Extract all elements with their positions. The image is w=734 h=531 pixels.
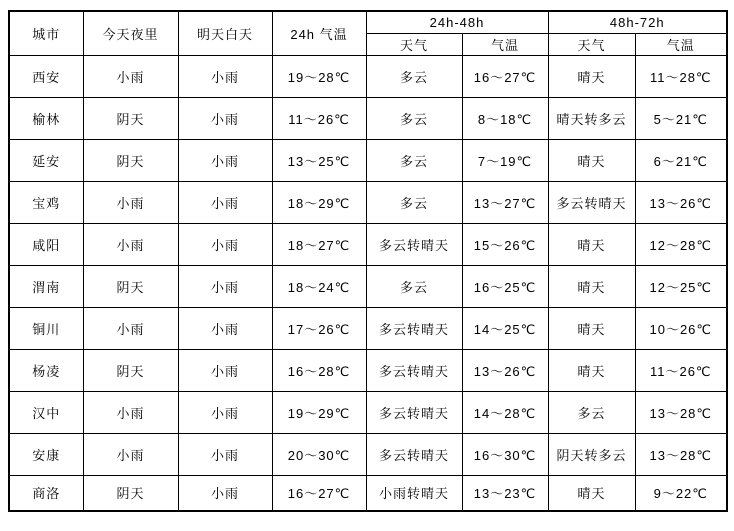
- cell-48-72-temp: 9～22℃: [635, 475, 727, 511]
- cell-48-72-temp: 11～28℃: [635, 55, 727, 97]
- cell-24-48-temp: 8～18℃: [462, 97, 548, 139]
- cell-24-48-weather: 多云: [366, 139, 462, 181]
- cell-city: 咸阳: [9, 223, 83, 265]
- table-row: [9, 55, 727, 97]
- cell-tonight-weather: 阴天: [83, 97, 178, 139]
- table-row: [9, 139, 727, 181]
- table-row: [9, 181, 727, 223]
- table-row: [9, 265, 727, 307]
- cell-24h-temp: 20～30℃: [272, 433, 366, 475]
- cell-48-72-weather: 多云: [548, 391, 635, 433]
- header-24h-temp: 24h 气温: [272, 11, 366, 55]
- cell-city: 汉中: [9, 391, 83, 433]
- cell-24-48-temp: 13～27℃: [462, 181, 548, 223]
- cell-tomorrow-weather: 小雨: [178, 265, 272, 307]
- cell-tonight-weather: 小雨: [83, 181, 178, 223]
- cell-48-72-weather: 晴天: [548, 55, 635, 97]
- cell-24-48-temp: 7～19℃: [462, 139, 548, 181]
- cell-48-72-temp: 13～26℃: [635, 181, 727, 223]
- cell-24-48-weather: 多云转晴天: [366, 307, 462, 349]
- cell-24-48-temp: 16～25℃: [462, 265, 548, 307]
- cell-48-72-weather: 多云转晴天: [548, 181, 635, 223]
- cell-24h-temp: 18～27℃: [272, 223, 366, 265]
- cell-24-48-weather: 多云转晴天: [366, 433, 462, 475]
- cell-24h-temp: 11～26℃: [272, 97, 366, 139]
- cell-tonight-weather: 阴天: [83, 475, 178, 511]
- cell-city: 榆林: [9, 97, 83, 139]
- cell-48-72-temp: 11～26℃: [635, 349, 727, 391]
- cell-tomorrow-weather: 小雨: [178, 307, 272, 349]
- cell-tonight-weather: 阴天: [83, 265, 178, 307]
- weather-forecast-table: [8, 10, 728, 512]
- cell-24-48-weather: 多云: [366, 55, 462, 97]
- table-row: [9, 349, 727, 391]
- cell-24-48-temp: 13～23℃: [462, 475, 548, 511]
- cell-tonight-weather: 小雨: [83, 391, 178, 433]
- cell-tonight-weather: 小雨: [83, 433, 178, 475]
- cell-48-72-temp: 6～21℃: [635, 139, 727, 181]
- table-row: [9, 433, 727, 475]
- cell-24-48-weather: 多云转晴天: [366, 391, 462, 433]
- header-city: 城市: [9, 11, 83, 55]
- cell-48-72-weather: 晴天转多云: [548, 97, 635, 139]
- cell-tomorrow-weather: 小雨: [178, 349, 272, 391]
- cell-city: 宝鸡: [9, 181, 83, 223]
- cell-city: 商洛: [9, 475, 83, 511]
- cell-48-72-weather: 晴天: [548, 475, 635, 511]
- cell-24h-temp: 19～29℃: [272, 391, 366, 433]
- cell-48-72-temp: 5～21℃: [635, 97, 727, 139]
- header-sub-temp-24-48: 气温: [462, 33, 548, 55]
- cell-tomorrow-weather: 小雨: [178, 433, 272, 475]
- header-tonight: 今天夜里: [83, 11, 178, 55]
- cell-24-48-weather: 多云: [366, 265, 462, 307]
- cell-tomorrow-weather: 小雨: [178, 223, 272, 265]
- table-row: [9, 307, 727, 349]
- header-sub-temp-48-72: 气温: [635, 33, 727, 55]
- cell-city: 铜川: [9, 307, 83, 349]
- table-header: [9, 11, 727, 55]
- table-row: [9, 475, 727, 511]
- table-body: [9, 55, 727, 511]
- header-tomorrow-day: 明天白天: [178, 11, 272, 55]
- cell-city: 杨凌: [9, 349, 83, 391]
- cell-24-48-temp: 15～26℃: [462, 223, 548, 265]
- cell-24-48-temp: 14～28℃: [462, 391, 548, 433]
- cell-city: 西安: [9, 55, 83, 97]
- cell-city: 延安: [9, 139, 83, 181]
- header-row-groups: [9, 11, 727, 33]
- cell-24h-temp: 16～27℃: [272, 475, 366, 511]
- cell-48-72-temp: 12～25℃: [635, 265, 727, 307]
- cell-tonight-weather: 小雨: [83, 223, 178, 265]
- header-group-48-72: 48h-72h: [548, 11, 727, 33]
- cell-24h-temp: 17～26℃: [272, 307, 366, 349]
- table-row: [9, 97, 727, 139]
- cell-24h-temp: 18～29℃: [272, 181, 366, 223]
- header-sub-weather-48-72: 天气: [548, 33, 635, 55]
- cell-tomorrow-weather: 小雨: [178, 391, 272, 433]
- cell-24h-temp: 13～25℃: [272, 139, 366, 181]
- cell-tomorrow-weather: 小雨: [178, 475, 272, 511]
- cell-tonight-weather: 阴天: [83, 349, 178, 391]
- cell-tonight-weather: 小雨: [83, 55, 178, 97]
- cell-city: 渭南: [9, 265, 83, 307]
- cell-48-72-weather: 晴天: [548, 139, 635, 181]
- header-sub-weather-24-48: 天气: [366, 33, 462, 55]
- cell-tomorrow-weather: 小雨: [178, 139, 272, 181]
- header-group-24-48: 24h-48h: [366, 11, 548, 33]
- cell-24-48-weather: 多云转晴天: [366, 223, 462, 265]
- cell-24-48-temp: 16～30℃: [462, 433, 548, 475]
- cell-24-48-temp: 14～25℃: [462, 307, 548, 349]
- cell-24h-temp: 19～28℃: [272, 55, 366, 97]
- cell-48-72-temp: 13～28℃: [635, 391, 727, 433]
- cell-48-72-temp: 10～26℃: [635, 307, 727, 349]
- cell-tomorrow-weather: 小雨: [178, 55, 272, 97]
- cell-tonight-weather: 小雨: [83, 307, 178, 349]
- cell-24-48-weather: 小雨转晴天: [366, 475, 462, 511]
- cell-24-48-weather: 多云: [366, 181, 462, 223]
- cell-24-48-temp: 13～26℃: [462, 349, 548, 391]
- cell-48-72-weather: 晴天: [548, 223, 635, 265]
- cell-48-72-weather: 晴天: [548, 307, 635, 349]
- cell-24h-temp: 16～28℃: [272, 349, 366, 391]
- cell-tomorrow-weather: 小雨: [178, 97, 272, 139]
- cell-24h-temp: 18～24℃: [272, 265, 366, 307]
- cell-48-72-temp: 12～28℃: [635, 223, 727, 265]
- cell-48-72-weather: 晴天: [548, 349, 635, 391]
- cell-48-72-temp: 13～28℃: [635, 433, 727, 475]
- cell-48-72-weather: 晴天: [548, 265, 635, 307]
- table-row: [9, 223, 727, 265]
- cell-tonight-weather: 阴天: [83, 139, 178, 181]
- cell-48-72-weather: 阴天转多云: [548, 433, 635, 475]
- cell-24-48-temp: 16～27℃: [462, 55, 548, 97]
- table-row: [9, 391, 727, 433]
- cell-24-48-weather: 多云: [366, 97, 462, 139]
- cell-city: 安康: [9, 433, 83, 475]
- cell-24-48-weather: 多云转晴天: [366, 349, 462, 391]
- cell-tomorrow-weather: 小雨: [178, 181, 272, 223]
